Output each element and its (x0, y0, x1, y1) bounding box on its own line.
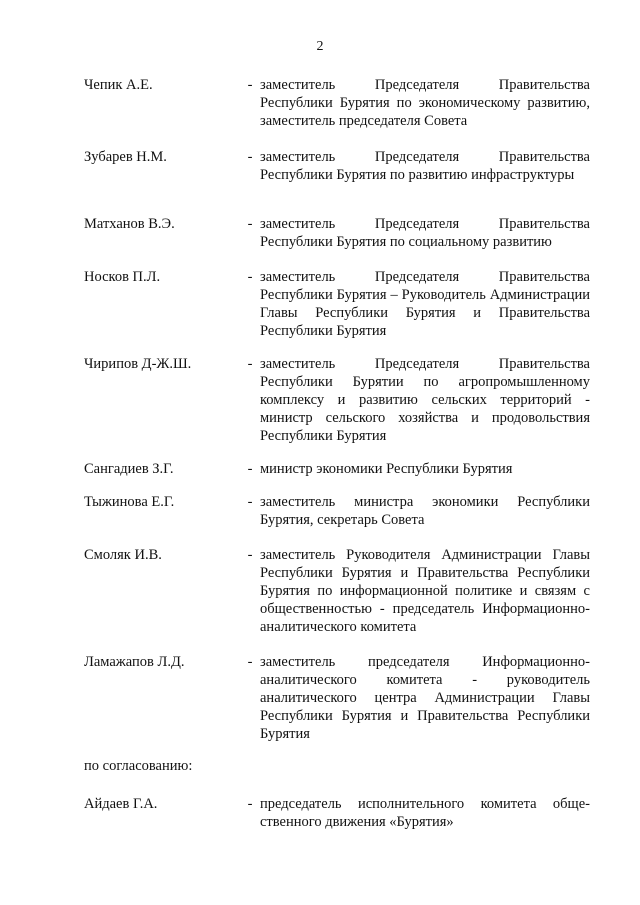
member-role: заместитель Председателя Правительства Республики Бурятии по агропромышленному комплексу и развитию сельских территорий - министр сельского хозяйства и продовольствия Республики Бурятия (260, 356, 590, 444)
member-entry (84, 355, 590, 460)
member-name: Смоляк И.В. (84, 547, 162, 563)
member-entry (84, 76, 590, 148)
member-entry (84, 460, 590, 493)
member-entry (84, 795, 590, 835)
member-entry (84, 546, 590, 653)
member-role: заместитель министра экономики Республики Бурятия, секретарь Совета (260, 494, 590, 528)
member-name: Носков П.Л. (84, 269, 161, 285)
member-dash: - (247, 547, 253, 563)
member-dash: - (247, 149, 253, 165)
member-name: Матханов В.Э. (84, 216, 175, 232)
member-role: министр экономики Республики Бурятия (260, 461, 513, 477)
member-dash: - (247, 216, 253, 232)
member-dash: - (247, 654, 253, 670)
member-dash: - (247, 269, 253, 285)
member-role: заместитель Председателя Правительства Республики Бурятия по социальному развитию (260, 216, 590, 250)
member-name: Зубарев Н.М. (84, 149, 167, 165)
member-name: Айдаев Г.А. (84, 796, 158, 812)
member-role: заместитель Председателя Правительства Республики Бурятия – Руководитель Администрации Главы Республики Бурятия и Правительства Республики Бурятия (260, 269, 590, 339)
member-entry (84, 653, 590, 757)
member-entry (84, 268, 590, 355)
member-dash: - (247, 796, 253, 812)
member-role: заместитель Председателя Правительства Республики Бурятия по развитию инфраструктуры (260, 149, 590, 183)
member-dash: - (247, 494, 253, 510)
member-name: Чирипов Д-Ж.Ш. (84, 356, 192, 372)
council-members-list (84, 76, 590, 835)
member-dash: - (247, 356, 253, 372)
member-dash: - (247, 461, 253, 477)
member-role: председатель исполнительного комитета обще-ственного движения «Бурятия» (260, 796, 590, 830)
member-entry (84, 215, 590, 268)
member-dash: - (247, 77, 253, 93)
member-name: Сангадиев З.Г. (84, 461, 174, 477)
member-role: заместитель Председателя Правительства Республики Бурятия по экономическому развитию, заместитель председателя Совета (260, 77, 590, 129)
member-entry (84, 148, 590, 215)
page-number: 2 (316, 39, 324, 54)
member-entry (84, 493, 590, 546)
member-role: заместитель председателя Информационно-аналитического комитета - руководитель аналитического центра Администрации Главы Республики Бурятия и Правительства Республики Бурятия (260, 654, 590, 742)
member-name: Чепик А.Е. (84, 77, 153, 93)
agreement-label: по согласованию: (84, 758, 193, 774)
member-name: Ламажапов Л.Д. (84, 654, 185, 670)
member-name: Тыжинова Е.Г. (84, 494, 175, 510)
member-role: заместитель Руководителя Администрации Главы Республики Бурятия и Правительства Республики Бурятия по информационной политике и связям с общественностью - председатель Информационно-аналитического комитета (260, 547, 590, 635)
